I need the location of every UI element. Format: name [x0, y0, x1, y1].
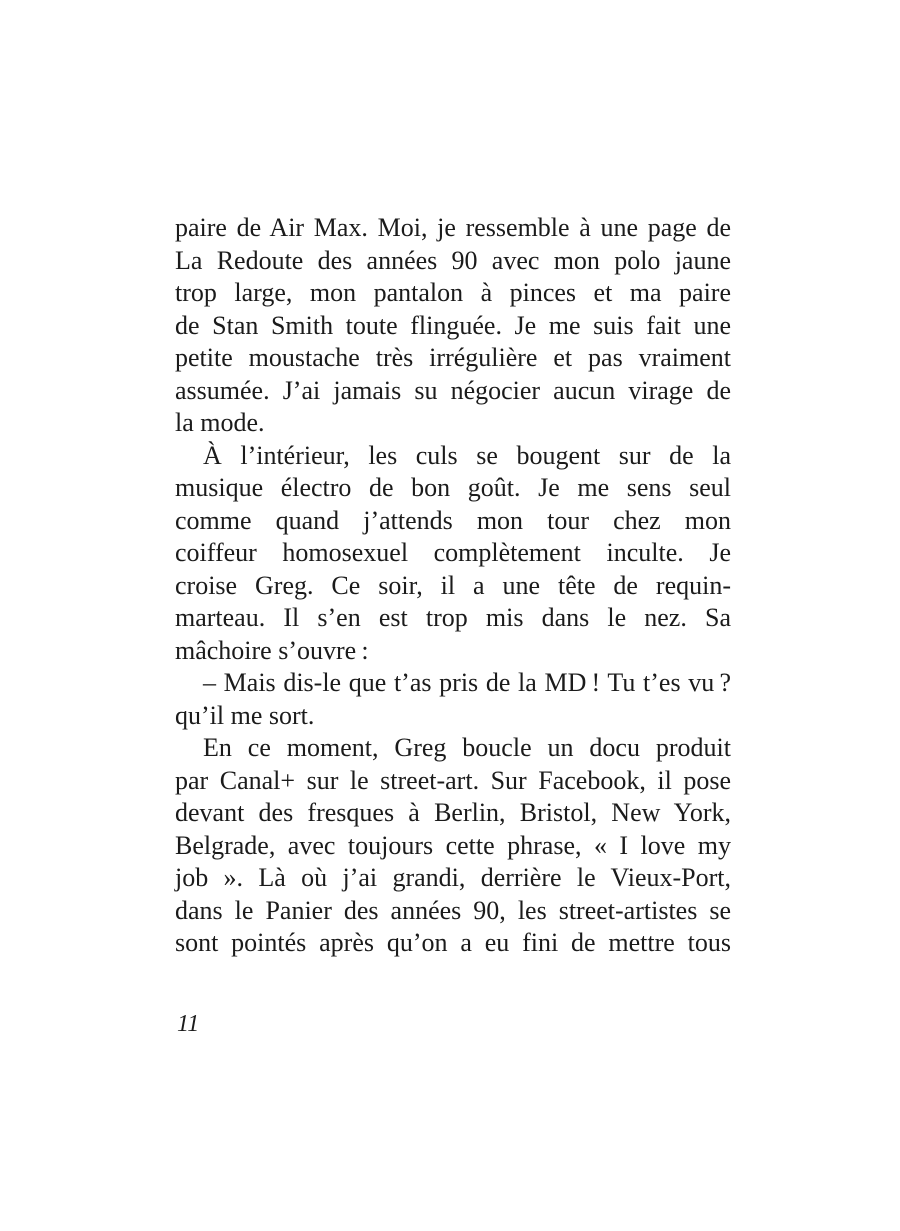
text-line: devant des fresques à Berlin, Bristol, New York, [175, 798, 731, 827]
text-line: Belgrade, avec toujours cette phrase, « I love my [175, 830, 731, 860]
text-line: la mode. [175, 408, 265, 437]
text-line: job ». Là où j’ai grandi, derrière le Vieux-Port, [175, 863, 731, 892]
text-line: dans le Panier des années 90, les street-artistes se [175, 895, 731, 925]
text-line: sont pointés après qu’on a eu fini de mettre tous [175, 928, 731, 957]
text-line: – Mais dis-le que t’as pris de la MD ! Tu t’es vu ? [203, 668, 731, 697]
text-line: de Stan Smith toute flinguée. Je me suis fait une [175, 310, 731, 340]
page-text [175, 212, 731, 960]
text-line: mâchoire s’ouvre : [175, 635, 369, 665]
text-line: petite moustache très irrégulière et pas vraiment [175, 343, 731, 372]
text-line: coiffeur homosexuel complètement inculte. Je [175, 538, 731, 567]
text-line: qu’il me sort. [175, 700, 315, 730]
page-number: 11 [177, 1011, 200, 1037]
text-line: paire de Air Max. Moi, je ressemble à une page de [175, 213, 731, 242]
text-line: À l’intérieur, les culs se bougent sur de la [203, 440, 731, 470]
text-line: trop large, mon pantalon à pinces et ma paire [175, 278, 731, 307]
text-line: marteau. Il s’en est trop mis dans le nez. Sa [175, 603, 731, 632]
text-line: par Canal+ sur le street-art. Sur Facebook, il pose [175, 765, 731, 795]
text-line: musique électro de bon goût. Je me sens seul [175, 473, 731, 502]
text-line: comme quand j’attends mon tour chez mon [175, 505, 731, 535]
text-line: croise Greg. Ce soir, il a une tête de requin- [175, 570, 731, 600]
text-line: La Redoute des années 90 avec mon polo jaune [175, 245, 731, 275]
text-line: En ce moment, Greg boucle un docu produit [203, 733, 731, 762]
text-line: assumée. J’ai jamais su négocier aucun virage de [175, 375, 731, 405]
